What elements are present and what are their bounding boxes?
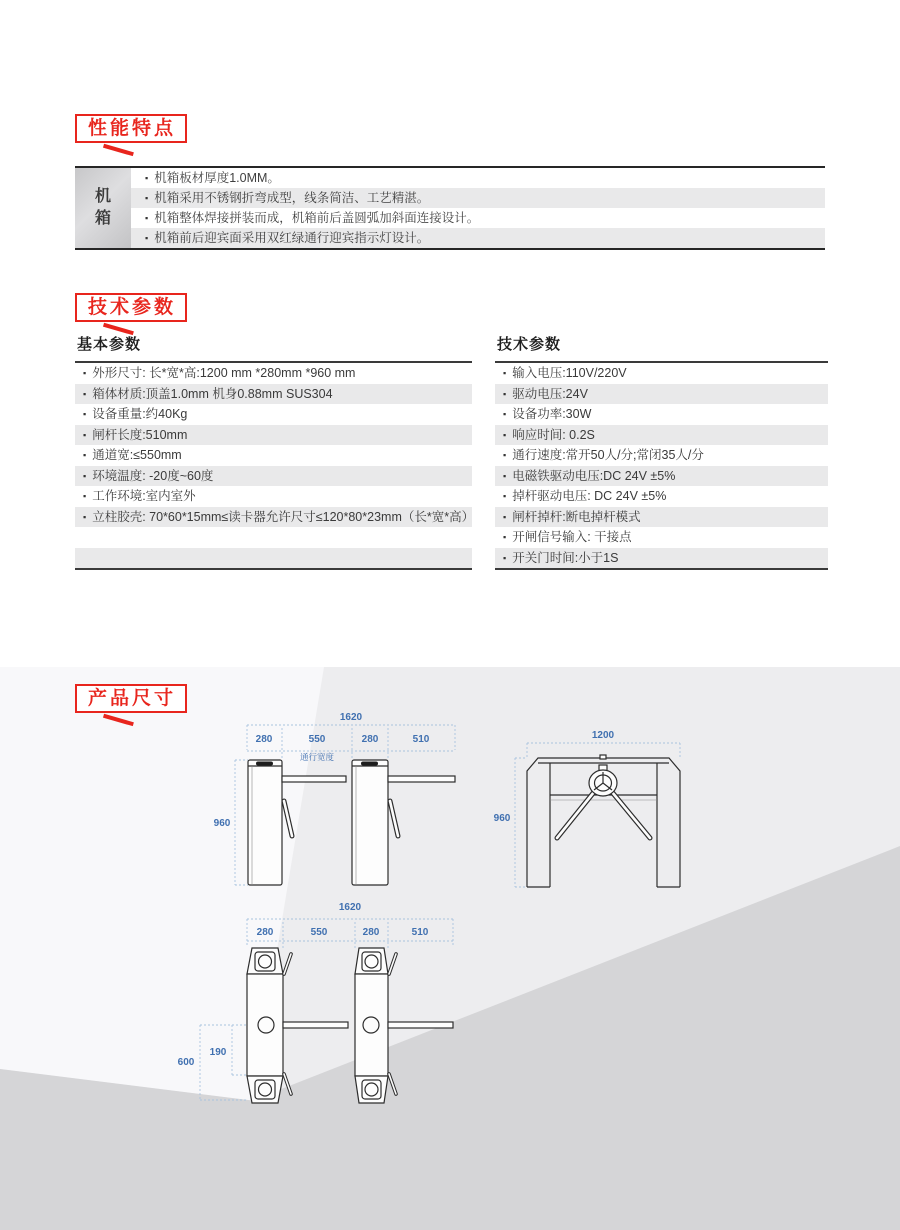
dim-label: 190 bbox=[209, 1047, 227, 1058]
basic-params-title: 基本参数 bbox=[75, 333, 472, 363]
badge-label: 产品尺寸 bbox=[88, 688, 177, 709]
param-row bbox=[495, 384, 828, 405]
param-text: 输入电压:110V/220V bbox=[512, 366, 627, 380]
dim-label: 通行宽度 bbox=[299, 752, 335, 762]
tech-params-title: 技术参数 bbox=[495, 333, 828, 363]
param-text: 电磁铁驱动电压:DC 24V ±5% bbox=[512, 468, 676, 483]
bullet-icon: ▪ bbox=[503, 552, 507, 563]
bullet-icon: ▪ bbox=[83, 429, 87, 440]
param-row-empty bbox=[75, 527, 472, 548]
param-text: 闸杆掉杆:断电掉杆模式 bbox=[512, 509, 641, 524]
section-badge-dimensions bbox=[75, 684, 187, 713]
tech-params-rows bbox=[495, 363, 828, 570]
feature-text: 机箱前后迎宾面采用双红绿通行迎宾指示灯设计。 bbox=[154, 231, 430, 245]
basic-params-column bbox=[75, 333, 475, 570]
features-row-header bbox=[75, 168, 131, 248]
param-row bbox=[75, 486, 472, 507]
feature-item bbox=[131, 208, 825, 228]
param-text: 工作环境:室内室外 bbox=[92, 489, 196, 503]
param-text: 外形尺寸: 长*宽*高:1200 mm *280mm *960 mm bbox=[92, 366, 356, 380]
basic-params-rows bbox=[75, 363, 475, 570]
param-row bbox=[495, 507, 828, 528]
param-row bbox=[495, 466, 828, 487]
bullet-icon: ▪ bbox=[503, 491, 507, 501]
bullet-icon: ▪ bbox=[503, 532, 507, 542]
bullet-icon: ▪ bbox=[83, 388, 87, 399]
param-row bbox=[75, 404, 472, 425]
dim-label: 550 bbox=[308, 734, 326, 745]
dim-label: 960 bbox=[493, 813, 511, 824]
dim-label: 280 bbox=[255, 734, 273, 745]
feature-item bbox=[131, 188, 825, 208]
badge-label: 技术参数 bbox=[88, 297, 177, 318]
dim-label: 280 bbox=[256, 927, 274, 938]
features-rows bbox=[131, 168, 825, 248]
param-row bbox=[495, 404, 828, 425]
feature-item bbox=[131, 168, 825, 188]
bullet-icon: ▪ bbox=[503, 470, 507, 481]
param-text: 响应时间: 0.2S bbox=[512, 427, 595, 442]
bullet-icon: ▪ bbox=[503, 450, 507, 460]
top-view-drawing bbox=[170, 897, 486, 1129]
param-row bbox=[75, 363, 472, 384]
dim-label: 1620 bbox=[339, 712, 363, 723]
badge-label: 性能特点 bbox=[88, 118, 177, 139]
param-row bbox=[75, 425, 472, 446]
bullet-icon: ▪ bbox=[83, 511, 87, 522]
param-text: 设备功率:30W bbox=[512, 407, 592, 421]
param-text: 开闸信号输入: 干接点 bbox=[512, 530, 632, 544]
param-row bbox=[495, 363, 828, 384]
dim-label: 960 bbox=[213, 818, 231, 829]
param-row-empty bbox=[75, 548, 472, 569]
bullet-icon: ▪ bbox=[145, 213, 149, 223]
bullet-icon: ▪ bbox=[503, 409, 507, 419]
bullet-icon: ▪ bbox=[503, 511, 507, 522]
dim-label: 550 bbox=[310, 927, 328, 938]
param-row bbox=[495, 548, 828, 569]
param-row bbox=[495, 527, 828, 548]
bullet-icon: ▪ bbox=[83, 450, 87, 460]
bullet-icon: ▪ bbox=[145, 173, 149, 183]
param-row bbox=[495, 445, 828, 466]
row-header-label: 机箱 bbox=[94, 188, 111, 227]
dim-label: 280 bbox=[362, 927, 380, 938]
bullet-icon: ▪ bbox=[83, 409, 87, 419]
section-badge-specs bbox=[75, 293, 187, 322]
dim-label: 1200 bbox=[591, 730, 615, 741]
bullet-icon: ▪ bbox=[83, 470, 87, 481]
param-text: 掉杆驱动电压: DC 24V ±5% bbox=[512, 489, 667, 503]
param-text: 箱体材质:顶盖1.0mm 机身0.88mm SUS304 bbox=[92, 386, 333, 401]
feature-text: 机箱整体焊接拼装而成，机箱前后盖圆弧加斜面连接设计。 bbox=[154, 211, 480, 225]
bullet-icon: ▪ bbox=[145, 233, 149, 243]
feature-text: 机箱板材厚度1.0MM。 bbox=[154, 171, 280, 185]
param-text: 闸杆长度:510mm bbox=[92, 427, 188, 442]
param-text: 开关门时间:小于1S bbox=[512, 550, 619, 565]
bullet-icon: ▪ bbox=[145, 193, 149, 203]
bullet-icon: ▪ bbox=[503, 388, 507, 399]
features-table bbox=[75, 166, 825, 250]
dim-label: 1620 bbox=[338, 902, 362, 913]
param-text: 设备重量:约40Kg bbox=[92, 407, 188, 421]
bullet-icon: ▪ bbox=[503, 429, 507, 440]
param-row bbox=[75, 466, 472, 487]
dim-label: 510 bbox=[412, 734, 430, 745]
dim-label: 600 bbox=[177, 1057, 195, 1068]
bullet-icon: ▪ bbox=[83, 368, 87, 378]
tech-params-column bbox=[495, 333, 828, 570]
param-row bbox=[495, 425, 828, 446]
dim-label: 510 bbox=[411, 927, 429, 938]
feature-text: 机箱采用不锈钢折弯成型，线条简洁、工艺精湛。 bbox=[154, 191, 430, 205]
param-text: 驱动电压:24V bbox=[512, 386, 588, 401]
feature-item bbox=[131, 228, 825, 248]
front-view-drawing bbox=[193, 702, 465, 894]
dim-label: 280 bbox=[361, 734, 379, 745]
param-row bbox=[75, 507, 475, 528]
section-badge-features bbox=[75, 114, 187, 143]
param-row bbox=[75, 384, 472, 405]
param-text: 通道宽:≤550mm bbox=[92, 448, 182, 462]
bullet-icon: ▪ bbox=[503, 368, 507, 378]
side-view-drawing bbox=[488, 722, 714, 892]
param-row bbox=[495, 486, 828, 507]
param-row bbox=[75, 445, 472, 466]
bullet-icon: ▪ bbox=[83, 491, 87, 501]
param-text: 立柱胶壳: 70*60*15mm≤读卡器允许尺寸≤120*80*23mm（长*宽*高） bbox=[92, 509, 475, 524]
param-text: 通行速度:常开50人/分;常闭35人/分 bbox=[512, 448, 704, 462]
param-text: 环境温度: -20度~60度 bbox=[92, 468, 214, 483]
badge-tail bbox=[103, 143, 134, 155]
